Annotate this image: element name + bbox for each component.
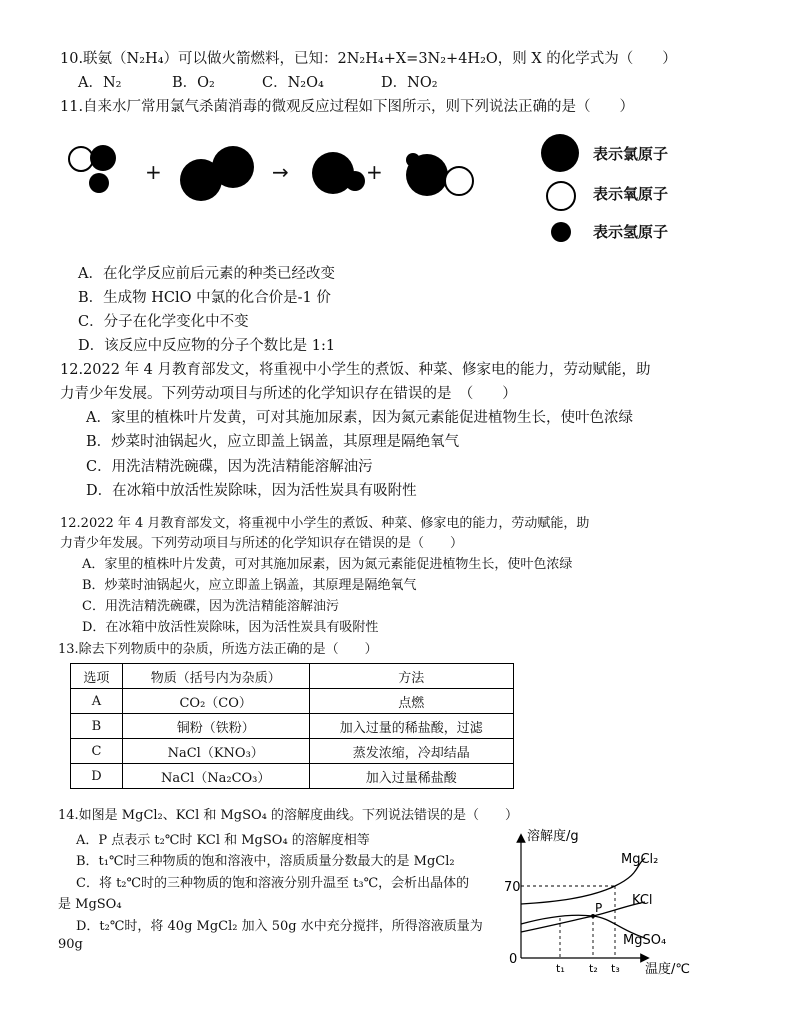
legend-hydrogen-icon bbox=[551, 222, 571, 242]
table-row bbox=[71, 689, 514, 714]
table-cell: D bbox=[71, 764, 123, 789]
chlorine-atom bbox=[212, 146, 254, 188]
q14-option-b: B．t₁℃时三种物质的饱和溶液中，溶质质量分数最大的是 MgCl₂ bbox=[76, 854, 455, 869]
q14-option-a: A．P 点表示 t₂℃时 KCl 和 MgSO₄ 的溶解度相等 bbox=[76, 833, 370, 848]
x-tick-t1: t₁ bbox=[556, 962, 565, 975]
table-cell: C bbox=[71, 739, 123, 764]
q12a-option-d: D．在冰箱中放活性炭除味，因为活性炭具有吸附性 bbox=[86, 483, 417, 499]
hydrogen-atom bbox=[345, 171, 365, 191]
table-cell: NaCl（KNO₃） bbox=[122, 739, 309, 764]
q11-option-c: C．分子在化学变化中不变 bbox=[78, 314, 249, 330]
q13-stem: 13.除去下列物质中的杂质，所选方法正确的是（ ） bbox=[58, 642, 378, 657]
q12a-stem-line2: 力青少年发展。下列劳动项目与所述的化学知识存在错误的是 （ ） bbox=[60, 386, 517, 402]
legend-chlorine-icon bbox=[541, 134, 579, 172]
table-header-row bbox=[71, 664, 514, 689]
q11-stem: 11.自来水厂常用氯气杀菌消毒的微观反应过程如下图所示，则下列说法正确的是（ ） bbox=[60, 99, 635, 115]
x-tick-t3: t₃ bbox=[611, 962, 620, 975]
q12b-stem-line2: 力青少年发展。下列劳动项目与所述的化学知识存在错误的是（ ） bbox=[60, 536, 464, 551]
table-cell: CO₂（CO） bbox=[122, 689, 309, 714]
reaction-arrow: → bbox=[272, 160, 289, 184]
hydrogen-atom bbox=[406, 153, 420, 167]
table-cell: A bbox=[71, 689, 123, 714]
origin-label: 0 bbox=[509, 952, 518, 967]
q10-stem: 10.联氨（N₂H₄）可以做火箭燃料，已知：2N₂H₄+X=3N₂+4H₂O，则 X 的化学式为（ ） bbox=[60, 51, 677, 67]
y-axis-label: 溶解度/g bbox=[527, 829, 579, 844]
q13-table bbox=[70, 663, 514, 789]
q12b-option-c: C．用洗洁精洗碗碟，因为洗洁精能溶解油污 bbox=[82, 599, 339, 614]
q10-option-b: B．O₂ bbox=[172, 75, 215, 91]
q12b-option-d: D．在冰箱中放活性炭除味，因为活性炭具有吸附性 bbox=[82, 620, 379, 635]
column-header: 选项 bbox=[71, 664, 123, 689]
q10-option-d: D．NO₂ bbox=[381, 75, 438, 91]
legend-oxygen-icon bbox=[546, 181, 576, 211]
solubility-chart bbox=[495, 820, 725, 980]
q12b-stem-line1: 12.2022 年 4 月教育部发文，将重视中小学生的煮饭、种菜、修家电的能力，劳动赋能，助 bbox=[60, 516, 590, 531]
q12b-option-a: A．家里的植株叶片发黄，可对其施加尿素，因为氮元素能促进植物生长，使叶色浓绿 bbox=[82, 557, 573, 572]
plus-sign: + bbox=[145, 160, 162, 184]
q14-option-c: C．将 t₂℃时的三种物质的饱和溶液分别升温至 t₃℃，会析出晶体的 bbox=[76, 876, 470, 891]
table-cell: B bbox=[71, 714, 123, 739]
q14-option-d-cont: 90g bbox=[58, 937, 83, 952]
table-row bbox=[71, 739, 514, 764]
plus-sign: + bbox=[366, 160, 383, 184]
table-row bbox=[71, 764, 514, 789]
q14-option-d: D．t₂℃时，将 40g MgCl₂ 加入 50g 水中充分搅拌，所得溶液质量为 bbox=[76, 919, 483, 934]
q11-option-a: A．在化学反应前后元素的种类已经改变 bbox=[78, 266, 335, 282]
legend-hydrogen-label: 表示氢原子 bbox=[593, 223, 669, 241]
oxygen-atom bbox=[444, 166, 474, 196]
table-cell: 点燃 bbox=[309, 689, 513, 714]
column-header: 物质（括号内为杂质） bbox=[122, 664, 309, 689]
series-label-mgcl2: MgCl₂ bbox=[621, 852, 659, 867]
q14-option-c-cont: 是 MgSO₄ bbox=[58, 897, 122, 912]
q12a-option-a: A．家里的植株叶片发黄，可对其施加尿素，因为氮元素能促进植物生长，使叶色浓绿 bbox=[86, 410, 633, 426]
hydrogen-atom bbox=[89, 173, 109, 193]
series-label-mgso4: MgSO₄ bbox=[623, 933, 667, 948]
table-cell: 蒸发浓缩，冷却结晶 bbox=[309, 739, 513, 764]
legend-oxygen-label: 表示氧原子 bbox=[593, 185, 669, 203]
q11-option-b: B．生成物 HClO 中氯的化合价是-1 价 bbox=[78, 290, 331, 306]
point-p-label: P bbox=[595, 901, 603, 915]
q12a-stem-line1: 12.2022 年 4 月教育部发文，将重视中小学生的煮饭、种菜、修家电的能力，劳动赋能，助 bbox=[60, 362, 651, 378]
column-header: 方法 bbox=[309, 664, 513, 689]
y-tick-label: 70 bbox=[504, 880, 521, 895]
x-tick-t2: t₂ bbox=[589, 962, 598, 975]
series-label-kcl: KCl bbox=[632, 893, 653, 908]
table-cell: 加入过量的稀盐酸，过滤 bbox=[309, 714, 513, 739]
legend-chlorine-label: 表示氯原子 bbox=[593, 145, 669, 163]
x-axis-label: 温度/℃ bbox=[645, 962, 690, 977]
table-cell: NaCl（Na₂CO₃） bbox=[122, 764, 309, 789]
q10-option-a: A．N₂ bbox=[78, 75, 122, 91]
q10-option-c: C．N₂O₄ bbox=[262, 75, 324, 91]
q11-option-d: D．该反应中反应物的分子个数比是 1:1 bbox=[78, 338, 336, 354]
q12b-option-b: B．炒菜时油锅起火，应立即盖上锅盖，其原理是隔绝氧气 bbox=[82, 578, 417, 593]
q12a-option-c: C．用洗洁精洗碗碟，因为洗洁精能溶解油污 bbox=[86, 459, 373, 475]
table-cell: 加入过量稀盐酸 bbox=[309, 764, 513, 789]
kcl-curve bbox=[521, 902, 645, 932]
hydrogen-atom bbox=[90, 145, 116, 171]
table-row bbox=[71, 714, 514, 739]
q12a-option-b: B．炒菜时油锅起火，应立即盖上锅盖，其原理是隔绝氧气 bbox=[86, 434, 460, 450]
table-cell: 铜粉（铁粉） bbox=[122, 714, 309, 739]
q14-stem: 14.如图是 MgCl₂、KCl 和 MgSO₄ 的溶解度曲线。下列说法错误的是（ ） bbox=[58, 808, 519, 823]
